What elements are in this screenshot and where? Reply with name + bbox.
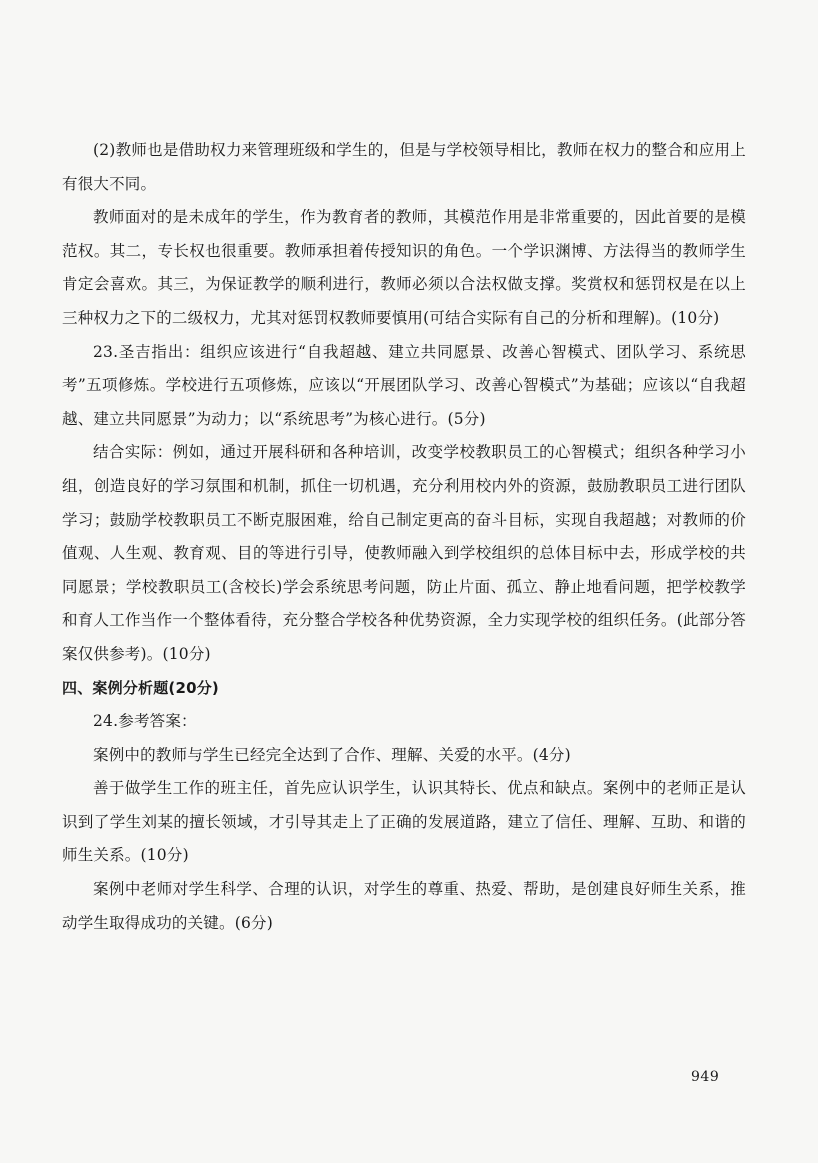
page-number: 949 bbox=[691, 1069, 720, 1085]
section-heading-case-analysis: 四、案例分析题(20分) bbox=[62, 678, 219, 697]
paragraph-question-24: 24.参考答案： bbox=[93, 712, 197, 731]
answer-content bbox=[62, 134, 746, 940]
paragraph-cooperation-level: 案例中的教师与学生已经完全达到了合作、理解、关爱的水平。(4分) bbox=[93, 745, 571, 764]
paragraph-key-to-success: 案例中老师对学生科学、合理的认识，对学生的尊重、热爱、帮助，是创建良好师生关系，推动学生取得成功的关键。(6分) bbox=[62, 880, 746, 932]
paragraph-practice: 结合实际：例如，通过开展科研和各种培训，改变学校教职员工的心智模式；组织各种学习小组，创造良好的学习氛围和机制，抓住一切机遇，充分利用校内外的资源，鼓励教职员工进行团队学习；鼓励学校教职员工不断克服困难，给自己制定更高的奋斗目标，实现自我超越；对教师的价值观、人生观、教育观、目的等进行引导，使教师融入到学校组织的总体目标中去，形成学校的共同愿景；学校教职员工(含校长)学会系统思考问题，防止片面、孤立、静止地看问题，把学校教学和育人工作当作一个整体看待，充分整合学校各种优势资源，全力实现学校的组织任务。(此部分答案仅供参考)。(10分) bbox=[62, 443, 746, 663]
paragraph-class-teacher: 善于做学生工作的班主任，首先应认识学生，认识其特长、优点和缺点。案例中的老师正是认识到了学生刘某的擅长领域，才引导其走上了正确的发展道路，建立了信任、理解、互助、和谐的师生关系。(10分) bbox=[62, 779, 746, 865]
paragraph-model-power: 教师面对的是未成年的学生，作为教育者的教师，其模范作用是非常重要的，因此首要的是模范权。其二，专长权也很重要。教师承担着传授知识的角色。一个学识渊博、方法得当的教师学生肯定会喜欢。其三，为保证教学的顺利进行，教师必须以合法权做支撑。奖赏权和惩罚权是在以上三种权力之下的二级权力，尤其对惩罚权教师要慎用(可结合实际有自己的分析和理解)。(10分) bbox=[62, 208, 746, 327]
paragraph-question-23: 23.圣吉指出：组织应该进行“自我超越、建立共同愿景、改善心智模式、团队学习、系统思考”五项修炼。学校进行五项修炼，应该以“开展团队学习、改善心智模式”为基础；应该以“自我超越、建立共同愿景”为动力；以“系统思考”为核心进行。(5分) bbox=[62, 342, 746, 428]
paragraph-teacher-power: (2)教师也是借助权力来管理班级和学生的，但是与学校领导相比，教师在权力的整合和应用上有很大不同。 bbox=[62, 141, 746, 193]
